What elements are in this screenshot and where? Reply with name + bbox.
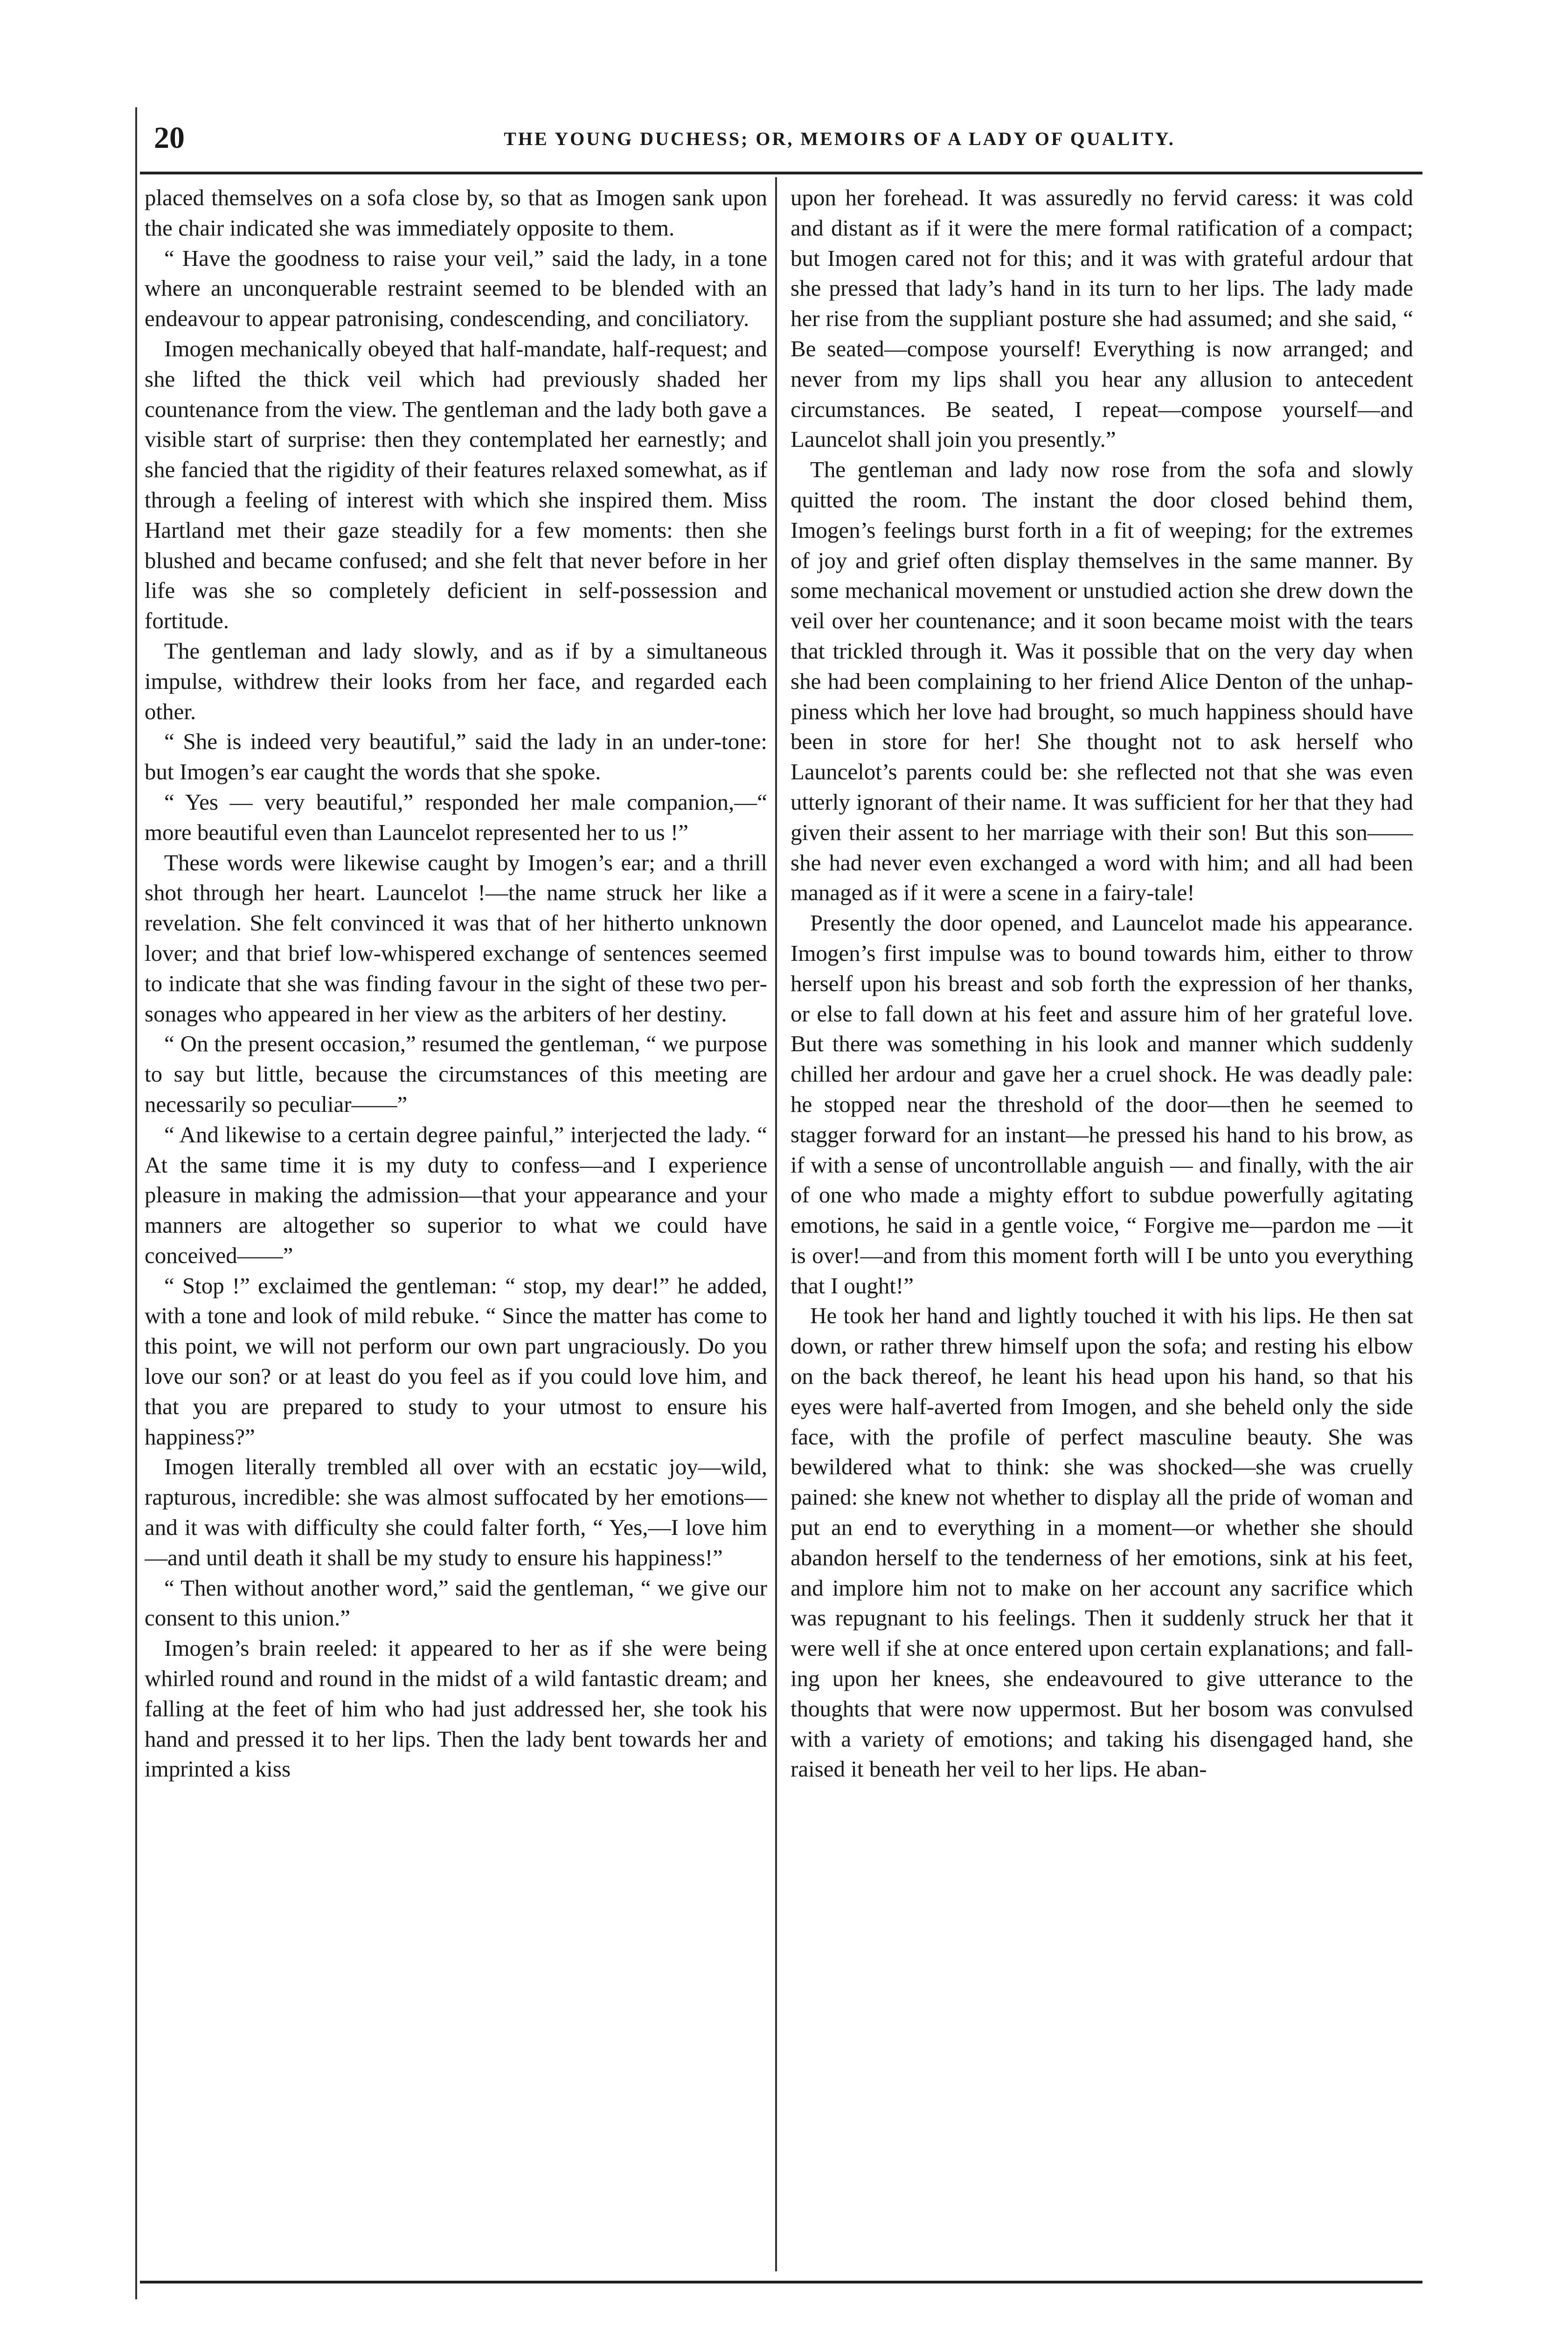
paragraph: “ Yes — very beautiful,” responded her male companion,—“ more beautiful even than Launcelot represented her to us !” (145, 789, 767, 845)
paragraph: The gentleman and lady slowly, and as if by a simultaneous impulse, withdrew their looks from her face, and regarded each other. (145, 638, 767, 724)
paragraph: “ And likewise to a certain degree painful,” interjected the lady. “ At the same time it is my duty to confess—and I experience pleasure in making the admission—that your appearance and your manners are altogether so superior to what we could have conceived——” (145, 1121, 767, 1268)
left-column (145, 183, 767, 2277)
paragraph: “ Then without another word,” said the gentleman, “ we give our consent to this union.” (145, 1575, 767, 1631)
paragraph: Presently the door opened, and Launcelot made his appearance. Imogen’s first impulse was to bound towards him, either to throw herself upon his breast and sob forth the expression of her thanks, or else to fall down at his feet and assure him of her grateful love. But there was something in his look and manner which suddenly chilled her ardour and gave her a cruel shock. He was deadly pale: he stopped near the threshold of the door—then he seemed to stagger forward for an instant—he pressed his hand to his brow, as if with a sense of uncontrollable anguish — and finally, with the air of one who made a mighty effort to subdue powerfully agitating emotions, he said in a gentle voice, “ Forgive me—pardon me —it is over!—and from this moment forth will I be unto you everything that I ought!” (791, 910, 1413, 1298)
paragraph: “ Have the goodness to raise your veil,” said the lady, in a tone where an unconquerable restraint seemed to be blended with an endeavour to appear patronising, condescending, and conciliatory. (145, 245, 767, 332)
page-header (140, 120, 1422, 162)
paragraph: Imogen’s brain reeled: it appeared to her as if she were being whirled round and round in the midst of a wild fantastic dream; and falling at the feet of him who had just addressed her, she took his hand and pressed it to her lips. Then the lady bent towards her and imprinted a kiss (145, 1635, 767, 1782)
paragraph: “ She is indeed very beautiful,” said the lady in an under-tone: but Imogen’s ear caught the words that she spoke. (145, 729, 767, 785)
paragraph: The gentleman and lady now rose from the sofa and slowly quitted the room. The instant the door closed behind them, Imogen’s feelings burst forth in a fit of weeping; for the extremes of joy and grief often display themselves in the same manner. By some mechanical movement or unstudied action she drew down the veil over her countenance; and it soon became moist with the tears that trickled through it. Was it possible that on the very day when she had been complaining to her friend Alice Denton of the unhappiness which her love had brought, so much happiness should have been in store for her! She thought not to ask herself who Launcelot’s parents could be: she reflected not that she was even utterly ignorant of their name. It was sufficient for her that they had given their assent to her marriage with their son! But this son——she had never even exchanged a word with him; and all had been managed as if it were a scene in a fairy-tale! (791, 457, 1413, 906)
paragraph: “ Stop !” exclaimed the gentleman: “ stop, my dear!” he added, with a tone and look of mild rebuke. “ Since the matter has come to this point, we will not perform our own part ungraciously. Do you love our son? or at least do you feel as if you could love him, and that you are prepared to study to your utmost to ensure his happiness?” (145, 1272, 767, 1450)
running-head: THE YOUNG DUCHESS; OR, MEMOIRS OF A LADY OF QUALITY. (504, 128, 1175, 149)
paragraph: Imogen mechanically obeyed that half-mandate, half-request; and she lifted the thick veil which had previously shaded her countenance from the view. The gentleman and the lady both gave a visible start of surprise: then they contemplated her earnestly; and she fancied that the rigidity of their features relaxed somewhat, as if through a feeling of interest with which she inspired them. Miss Hartland met their gaze steadily for a few moments: then she blushed and became confused; and she felt that never before in her life was she so completely deficient in self-possession and fortitude. (145, 335, 767, 634)
paragraph: These words were likewise caught by Imogen’s ear; and a thrill shot through her heart. Launcelot !—the name struck her like a revelation. She felt convinced it was that of her hitherto unknown lover; and that brief low-whispered exchange of sentences seemed to indicate that she was finding favour in the sight of these two personages who appeared in her view as the arbiters of her destiny. (145, 849, 767, 1027)
footer-rule (140, 2281, 1422, 2283)
header-rule (140, 172, 1422, 174)
paragraph: He took her hand and lightly touched it with his lips. He then sat down, or rather threw himself upon the sofa; and resting his elbow on the back thereof, he leant his head upon his hand, so that his eyes were half-averted from Imogen, and she beheld only the side face, with the profile of perfect masculine beauty. She was bewildered what to think: she was shocked—she was cruelly pained: she knew not whether to display all the pride of woman and put an end to everything in a moment—or whether she should abandon herself to the tenderness of her emotions, sink at his feet, and implore him not to make on her account any sacrifice which was repugnant to his feelings. Then it suddenly struck her that it were well if she at once entered upon certain explanations; and falling upon her knees, she endeavoured to give utterance to the thoughts that were now uppermost. But her bosom was convulsed with a variety of emotions; and taking his disengaged hand, she raised it beneath her veil to her lips. He aban- (791, 1303, 1413, 1782)
paragraph: Imogen literally trembled all over with an ecstatic joy—wild, rapturous, incredible: she was almost suffocated by her emotions—and it was with difficulty she could falter forth, “ Yes,—I love him—and until death it shall be my study to ensure his happiness!” (145, 1454, 767, 1570)
column-divider (775, 177, 777, 2271)
right-column (791, 183, 1413, 2277)
paragraph: placed themselves on a sofa close by, so that as Imogen sank upon the chair indicated she was immediately opposite to them. (145, 185, 767, 241)
paragraph: “ On the present occasion,” resumed the gentleman, “ we purpose to say but little, because the circumstances of this meeting are necessarily so peculiar——” (145, 1031, 767, 1117)
page-left-border (135, 107, 137, 2299)
paragraph: upon her forehead. It was assuredly no fervid caress: it was cold and distant as if it were the mere formal ratification of a compact; but Imogen cared not for this; and it was with grateful ardour that she pressed that lady’s hand in its turn to her lips. The lady made her rise from the suppliant posture she had assumed; and she said, “ Be seated—compose yourself! Everything is now arranged; and never from my lips shall you hear any allusion to antecedent circumstances. Be seated, I repeat—compose yourself—and Launcelot shall join you presently.” (791, 185, 1413, 452)
page-number: 20 (154, 121, 185, 155)
